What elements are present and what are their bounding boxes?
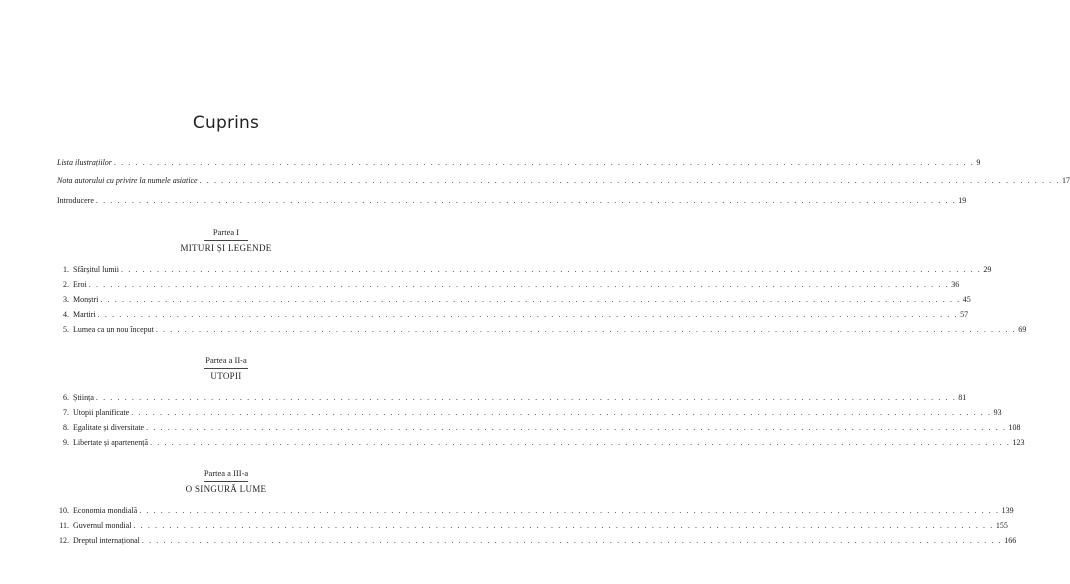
chapter-number: 1. xyxy=(63,265,69,274)
toc-entry-page: 139 xyxy=(1001,506,1014,515)
part-divider xyxy=(204,481,248,482)
toc-entry-page: 29 xyxy=(983,265,992,274)
toc-entry-page: 155 xyxy=(995,521,1008,530)
leader-dots: . . . . . . . . . . . . . . . . . . . . . . . . . . . . . . . . . . . . . . . . . . . . . . . . . . . . . . . . . . . . . . . . . . . . . . . . . . . . . . . . . . . . . . . . . . . . . . . . . . . . . . . . . . . . . . . . . . . . . . . . xyxy=(139,506,1000,515)
chapter-number: 6. xyxy=(63,393,69,402)
toc-entry xyxy=(57,506,1014,516)
toc-entry xyxy=(57,310,969,320)
toc-entry-author-note xyxy=(57,176,1070,186)
toc-entry-label: Egalitate și diversitate xyxy=(73,423,145,432)
chapter-number: 4. xyxy=(63,310,69,319)
leader-dots: . . . . . . . . . . . . . . . . . . . . . . . . . . . . . . . . . . . . . . . . . . . . . . . . . . . . . . . . . . . . . . . . . . . . . . . . . . . . . . . . . . . . . . . . . . . . . . . . . . . . . . . . . . . . . . . . . . . . . . . . xyxy=(95,393,957,402)
toc-entry-label: Introducere xyxy=(57,196,94,205)
part-divider xyxy=(204,240,248,241)
part-label: Partea a III-a xyxy=(203,468,249,478)
toc-entry-label: Sfârșitul lumii xyxy=(73,265,119,274)
leader-dots: . . . . . . . . . . . . . . . . . . . . . . . . . . . . . . . . . . . . . . . . . . . . . . . . . . . . . . . . . . . . . . . . . . . . . . . . . . . . . . . . . . . . . . . . . . . . . . . . . . . . . . . . . . . . . . . . . . . . . . . . xyxy=(199,176,1060,185)
toc-entry-label: Dreptul internațional xyxy=(73,536,140,545)
toc-entry-label: Lumea ca un nou început xyxy=(73,325,154,334)
toc-entry-page: 81 xyxy=(958,393,967,402)
part-divider xyxy=(204,368,248,369)
leader-dots: . . . . . . . . . . . . . . . . . . . . . . . . . . . . . . . . . . . . . . . . . . . . . . . . . . . . . . . . . . . . . . . . . . . . . . . . . . . . . . . . . . . . . . . . . . . . . . . . . . . . . . . . . . . . . . . . . . . . . . . . xyxy=(100,295,961,304)
chapter-number: 11. xyxy=(59,521,69,530)
leader-dots: . . . . . . . . . . . . . . . . . . . . . . . . . . . . . . . . . . . . . . . . . . . . . . . . . . . . . . . . . . . . . . . . . . . . . . . . . . . . . . . . . . . . . . . . . . . . . . . . . . . . . . . . . . . . . . . . . . . . . . . . xyxy=(88,280,950,289)
toc-entry xyxy=(57,521,1008,531)
toc-entry-label: Utopii planificate xyxy=(73,408,130,417)
part-title: MITURI ȘI LEGENDE xyxy=(180,243,272,253)
toc-entry-label: Martiri xyxy=(73,310,96,319)
toc-entry xyxy=(57,325,1027,335)
toc-entry-page: 69 xyxy=(1018,325,1027,334)
toc-entry-label: Economia mondială xyxy=(73,506,138,515)
part-title: UTOPII xyxy=(210,371,242,381)
leader-dots: . . . . . . . . . . . . . . . . . . . . . . . . . . . . . . . . . . . . . . . . . . . . . . . . . . . . . . . . . . . . . . . . . . . . . . . . . . . . . . . . . . . . . . . . . . . . . . . . . . . . . . . . . . . . . . . . . . . . . . . . xyxy=(155,325,1017,334)
toc-entry xyxy=(57,423,1021,433)
toc-entry-illustrations xyxy=(57,158,981,168)
toc-entry-page: 123 xyxy=(1012,438,1025,447)
toc-entry-label: Eroi xyxy=(73,280,87,289)
part-title: O SINGURĂ LUME xyxy=(185,484,267,494)
leader-dots: . . . . . . . . . . . . . . . . . . . . . . . . . . . . . . . . . . . . . . . . . . . . . . . . . . . . . . . . . . . . . . . . . . . . . . . . . . . . . . . . . . . . . . . . . . . . . . . . . . . . . . . . . . . . . . . . . . . . . . . . xyxy=(150,438,1011,447)
toc-entry-label: Guvernul mondial xyxy=(73,521,132,530)
chapter-number: 5. xyxy=(63,325,69,334)
toc-entry xyxy=(57,408,1002,418)
part-label: Partea a II-a xyxy=(205,355,247,365)
leader-dots: . . . . . . . . . . . . . . . . . . . . . . . . . . . . . . . . . . . . . . . . . . . . . . . . . . . . . . . . . . . . . . . . . . . . . . . . . . . . . . . . . . . . . . . . . . . . . . . . . . . . . . . . . . . . . . . . . . . . . . . . xyxy=(141,536,1003,545)
toc-entry-label: Știința xyxy=(73,393,94,402)
leader-dots: . . . . . . . . . . . . . . . . . . . . . . . . . . . . . . . . . . . . . . . . . . . . . . . . . . . . . . . . . . . . . . . . . . . . . . . . . . . . . . . . . . . . . . . . . . . . . . . . . . . . . . . . . . . . . . . . . . . . . . . . xyxy=(95,196,957,205)
toc-entry-label: Lista ilustrațiilor xyxy=(57,158,112,167)
toc-entry xyxy=(57,280,960,290)
chapter-number: 9. xyxy=(63,438,69,447)
chapter-number: 7. xyxy=(63,408,69,417)
leader-dots: . . . . . . . . . . . . . . . . . . . . . . . . . . . . . . . . . . . . . . . . . . . . . . . . . . . . . . . . . . . . . . . . . . . . . . . . . . . . . . . . . . . . . . . . . . . . . . . . . . . . . . . . . . . . . . . . . . . . . . . . xyxy=(113,158,975,167)
toc-entry-page: 36 xyxy=(951,280,960,289)
toc-entry-introduction xyxy=(57,196,967,206)
toc-entry xyxy=(57,438,1025,448)
toc-entry-page: 17 xyxy=(1061,176,1070,185)
leader-dots: . . . . . . . . . . . . . . . . . . . . . . . . . . . . . . . . . . . . . . . . . . . . . . . . . . . . . . . . . . . . . . . . . . . . . . . . . . . . . . . . . . . . . . . . . . . . . . . . . . . . . . . . . . . . . . . . . . . . . . . . xyxy=(97,310,959,319)
chapter-number: 2. xyxy=(63,280,69,289)
chapter-number: 10. xyxy=(59,506,69,515)
toc-entry-page: 108 xyxy=(1008,423,1021,432)
part-label: Partea I xyxy=(212,227,240,237)
toc-entry-page: 57 xyxy=(960,310,969,319)
toc-entry xyxy=(57,536,1017,546)
toc-entry-label: Libertate și apartenență xyxy=(73,438,149,447)
toc-entry-label: Nota autorului cu privire la numele asiatice xyxy=(57,176,198,185)
leader-dots: . . . . . . . . . . . . . . . . . . . . . . . . . . . . . . . . . . . . . . . . . . . . . . . . . . . . . . . . . . . . . . . . . . . . . . . . . . . . . . . . . . . . . . . . . . . . . . . . . . . . . . . . . . . . . . . . . . . . . . . . xyxy=(146,423,1007,432)
chapter-number: 3. xyxy=(63,295,69,304)
toc-entry-page: 9 xyxy=(976,158,981,167)
toc-entry-label: Monștri xyxy=(73,295,99,304)
leader-dots: . . . . . . . . . . . . . . . . . . . . . . . . . . . . . . . . . . . . . . . . . . . . . . . . . . . . . . . . . . . . . . . . . . . . . . . . . . . . . . . . . . . . . . . . . . . . . . . . . . . . . . . . . . . . . . . . . . . . . . . . xyxy=(121,265,982,274)
toc-entry xyxy=(57,295,971,305)
leader-dots: . . . . . . . . . . . . . . . . . . . . . . . . . . . . . . . . . . . . . . . . . . . . . . . . . . . . . . . . . . . . . . . . . . . . . . . . . . . . . . . . . . . . . . . . . . . . . . . . . . . . . . . . . . . . . . . . . . . . . . . . xyxy=(133,521,994,530)
chapter-number: 12. xyxy=(59,536,69,545)
chapter-number: 8. xyxy=(63,423,69,432)
toc-entry-page: 166 xyxy=(1004,536,1017,545)
toc-entry xyxy=(57,265,992,275)
page-title: Cuprins xyxy=(192,113,260,133)
toc-entry-page: 93 xyxy=(993,408,1002,417)
toc-entry xyxy=(57,393,967,403)
leader-dots: . . . . . . . . . . . . . . . . . . . . . . . . . . . . . . . . . . . . . . . . . . . . . . . . . . . . . . . . . . . . . . . . . . . . . . . . . . . . . . . . . . . . . . . . . . . . . . . . . . . . . . . . . . . . . . . . . . . . . . . . xyxy=(131,408,992,417)
toc-entry-page: 19 xyxy=(958,196,967,205)
toc-entry-page: 45 xyxy=(962,295,971,304)
